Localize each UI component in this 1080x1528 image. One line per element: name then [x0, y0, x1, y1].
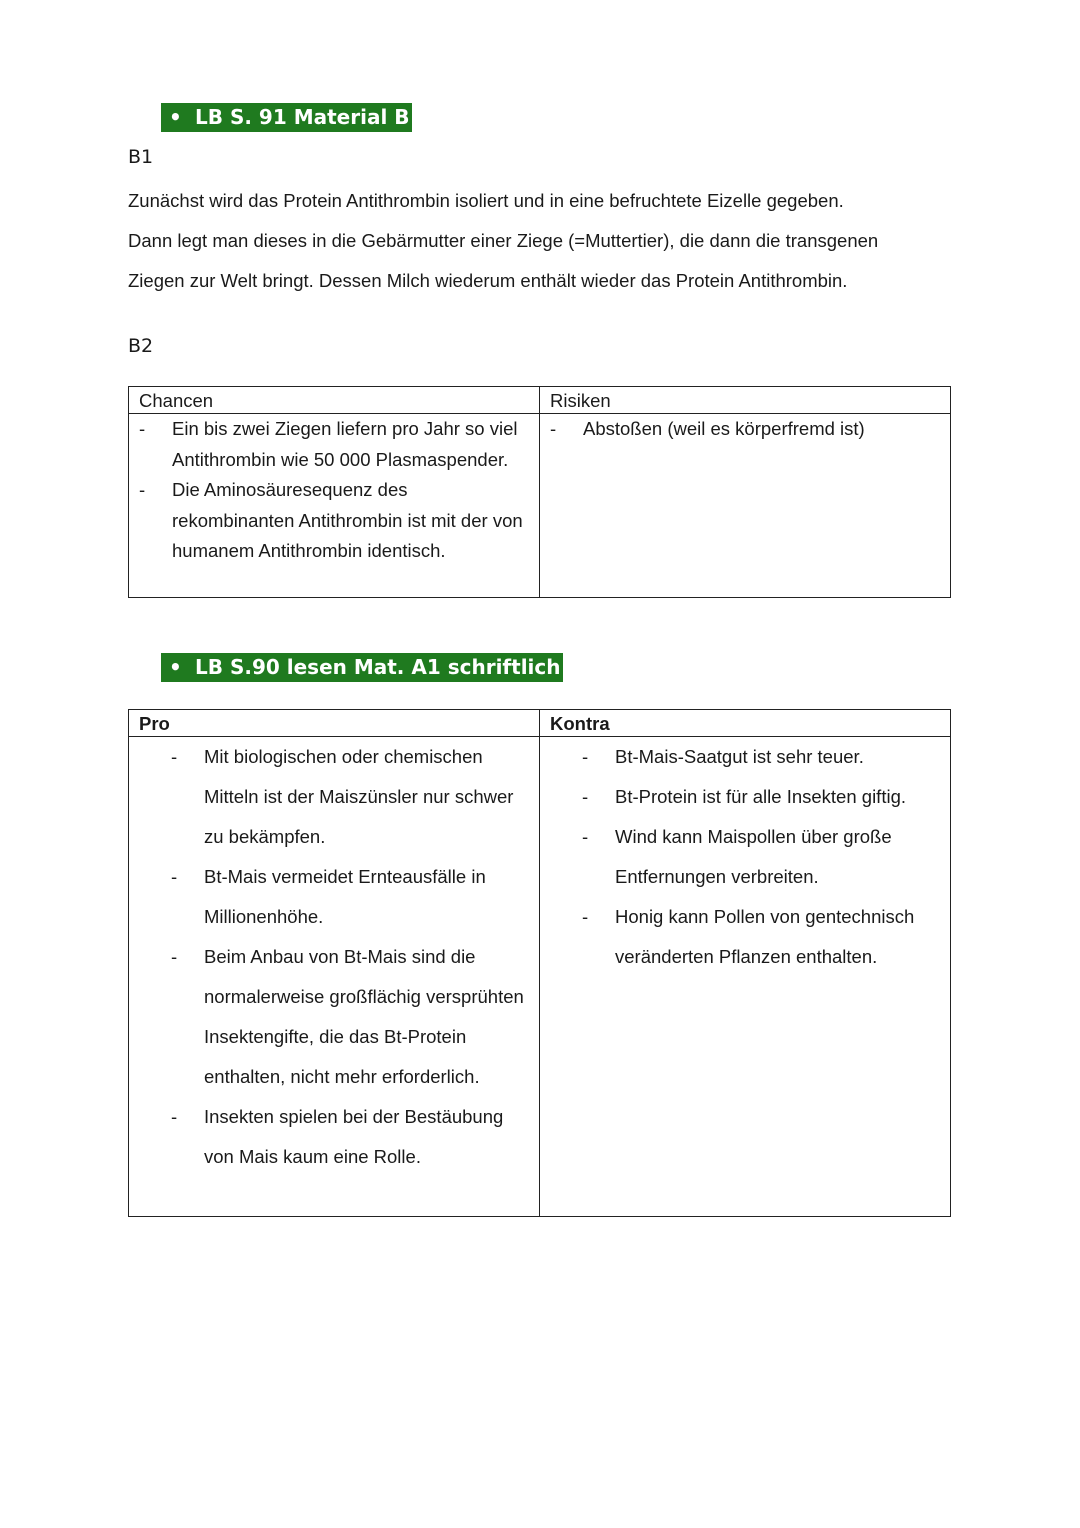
dash-marker: - — [139, 479, 146, 500]
list-item-text: Mit biologischen oder chemischen Mitteln ist der Maiszünsler nur schwer zu bekämpfen. — [204, 746, 514, 847]
list-item — [540, 414, 950, 445]
kontra-cell — [540, 737, 951, 1217]
b1-line: Ziegen zur Welt bringt. Dessen Milch wiederum enthält wieder das Protein Antithrombin. — [128, 270, 848, 291]
list-item — [540, 897, 950, 977]
list-item-text: Die Aminosäuresequenz des rekombinanten Antithrombin ist mit der von humanem Antithrombin identisch. — [172, 479, 523, 561]
list-item — [540, 777, 950, 817]
pro-list — [129, 737, 539, 1177]
list-item-text: Bt-Protein ist für alle Insekten giftig. — [615, 786, 906, 807]
list-item-text: Ein bis zwei Ziegen liefern pro Jahr so viel Antithrombin wie 50 000 Plasmaspender. — [172, 418, 518, 470]
dash-marker: - — [582, 906, 589, 927]
section1-heading — [161, 103, 412, 132]
chancen-cell — [129, 414, 540, 598]
list-item — [129, 475, 539, 567]
list-item — [540, 737, 950, 777]
list-item — [129, 1097, 539, 1177]
table-header-pro: Pro — [129, 710, 540, 737]
pro-kontra-table — [128, 709, 951, 1217]
chancen-risiken-table — [128, 386, 951, 598]
b2-label: B2 — [128, 335, 154, 357]
dash-marker: - — [171, 866, 178, 887]
b1-line: Zunächst wird das Protein Antithrombin isoliert und in eine befruchtete Eizelle gegeben. — [128, 190, 844, 211]
list-item — [540, 817, 950, 897]
dash-marker: - — [139, 418, 146, 439]
section1-heading-text: LB S. 91 Material B — [195, 105, 410, 129]
dash-marker: - — [550, 418, 557, 439]
list-item — [129, 937, 539, 1097]
list-item-text: Abstoßen (weil es körperfremd ist) — [583, 418, 865, 439]
chancen-list — [129, 414, 539, 567]
list-item — [129, 857, 539, 937]
dash-marker: - — [171, 946, 178, 967]
b1-paragraph — [128, 181, 958, 301]
list-item-text: Honig kann Pollen von gentechnisch veränderten Pflanzen enthalten. — [615, 906, 915, 967]
table-header-chancen: Chancen — [129, 387, 540, 414]
list-item-text: Beim Anbau von Bt-Mais sind die normalerweise großflächig versprühten Insektengifte, die das Bt-Protein enthalten, nicht mehr erforderlich. — [204, 946, 524, 1087]
section2-heading — [161, 653, 563, 682]
list-item — [129, 737, 539, 857]
dash-marker: - — [582, 786, 589, 807]
section2-heading-text: LB S.90 lesen Mat. A1 schriftlich — [195, 655, 561, 679]
b1-label: B1 — [128, 146, 154, 168]
dash-marker: - — [582, 746, 589, 767]
bullet-icon: • — [169, 105, 182, 129]
list-item-text: Bt-Mais-Saatgut ist sehr teuer. — [615, 746, 864, 767]
b1-line: Dann legt man dieses in die Gebärmutter einer Ziege (=Muttertier), die dann die transgenen — [128, 230, 879, 251]
dash-marker: - — [582, 826, 589, 847]
table-header-risiken: Risiken — [540, 387, 951, 414]
bullet-icon: • — [169, 655, 182, 679]
table-header-kontra: Kontra — [540, 710, 951, 737]
pro-cell — [129, 737, 540, 1217]
list-item — [129, 414, 539, 475]
list-item-text: Bt-Mais vermeidet Ernteausfälle in Millionenhöhe. — [204, 866, 486, 927]
risiken-cell — [540, 414, 951, 598]
list-item-text: Wind kann Maispollen über große Entfernungen verbreiten. — [615, 826, 892, 887]
dash-marker: - — [171, 1106, 178, 1127]
kontra-list — [540, 737, 950, 977]
list-item-text: Insekten spielen bei der Bestäubung von Mais kaum eine Rolle. — [204, 1106, 504, 1167]
risiken-list — [540, 414, 950, 445]
dash-marker: - — [171, 746, 178, 767]
